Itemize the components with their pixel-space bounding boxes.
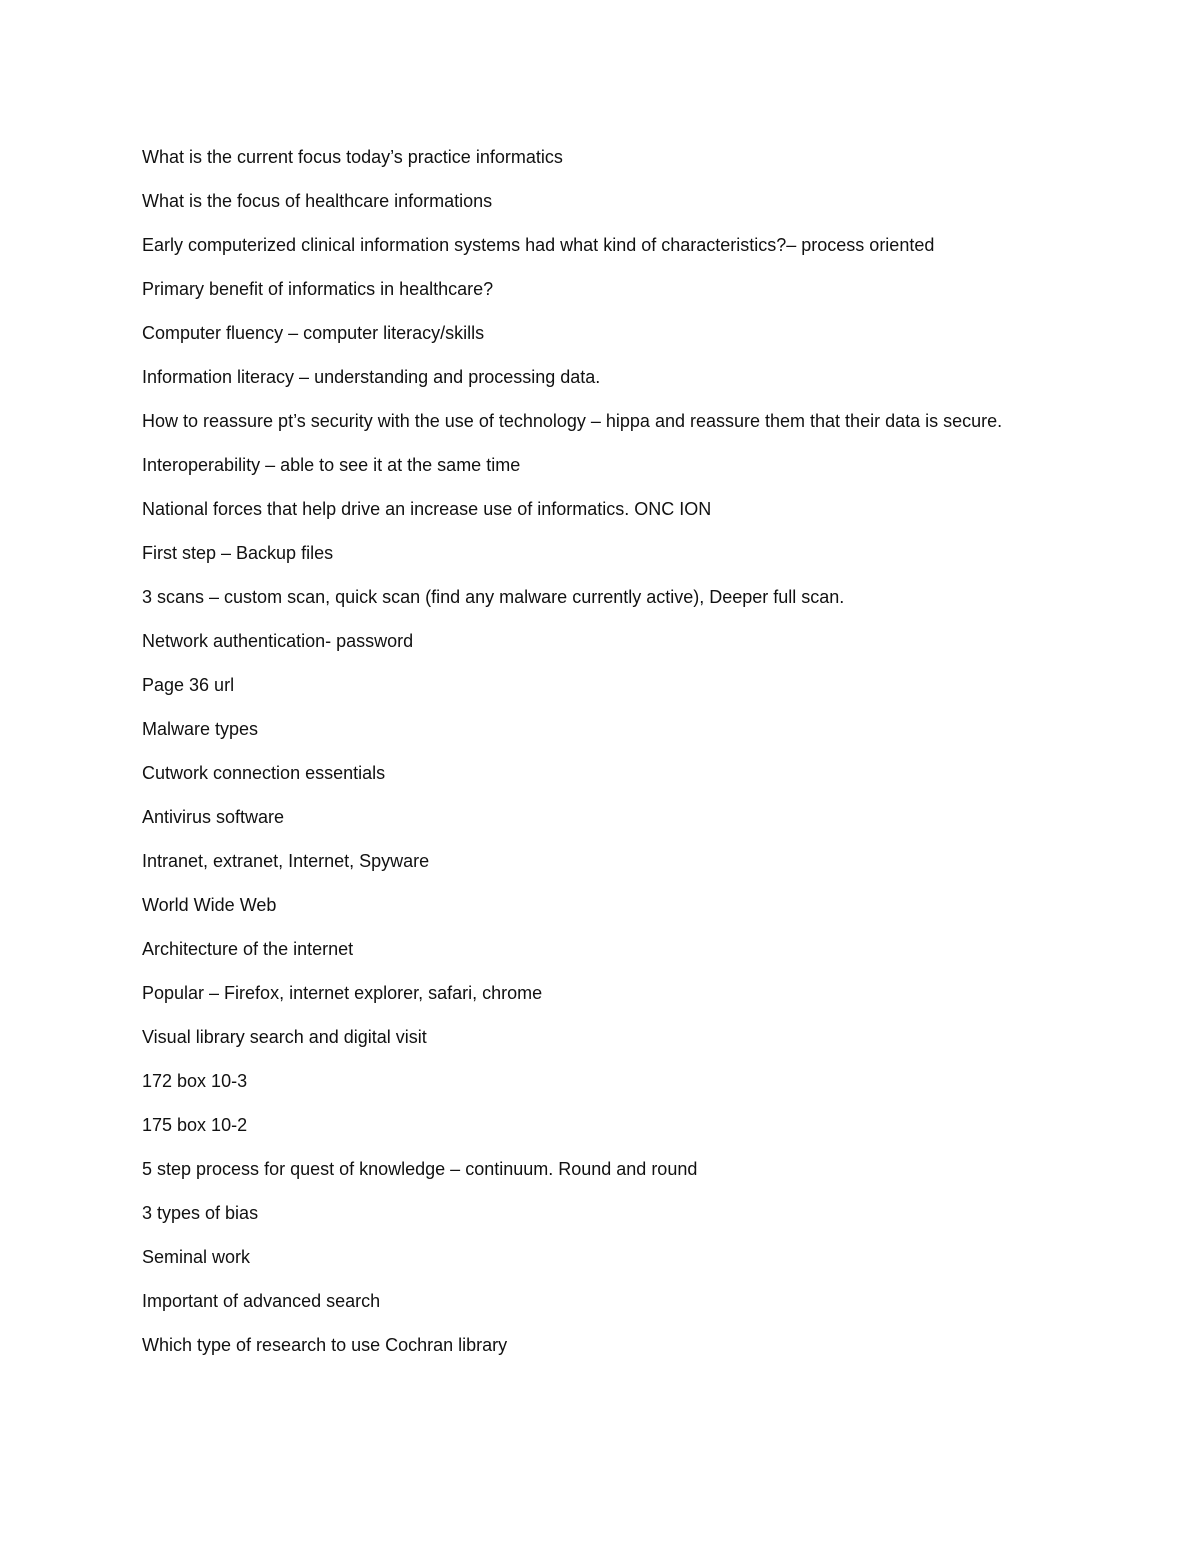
note-line: National forces that help drive an increase use of informatics. ONC ION bbox=[142, 499, 712, 519]
note-line: First step – Backup files bbox=[142, 543, 334, 563]
note-line: Antivirus software bbox=[142, 807, 285, 827]
note-line: Early computerized clinical information systems had what kind of characteristics?– process oriented bbox=[142, 235, 935, 255]
note-line: Which type of research to use Cochran library bbox=[142, 1335, 508, 1355]
note-line: Interoperability – able to see it at the same time bbox=[142, 455, 521, 475]
note-line: What is the focus of healthcare informations bbox=[142, 191, 493, 211]
note-line: Network authentication- password bbox=[142, 631, 414, 651]
note-line: Popular – Firefox, internet explorer, safari, chrome bbox=[142, 983, 543, 1003]
note-line: 3 scans – custom scan, quick scan (find any malware currently active), Deeper full scan. bbox=[142, 587, 845, 607]
note-line: 172 box 10-3 bbox=[142, 1071, 248, 1091]
note-line: Malware types bbox=[142, 719, 259, 739]
note-line: Cutwork connection essentials bbox=[142, 763, 386, 783]
document-body bbox=[142, 142, 1042, 1374]
note-line: How to reassure pt’s security with the use of technology – hippa and reassure them that their data is secure. bbox=[142, 411, 1003, 431]
note-line: Architecture of the internet bbox=[142, 939, 354, 959]
note-line: Visual library search and digital visit bbox=[142, 1027, 427, 1047]
note-line: Page 36 url bbox=[142, 675, 235, 695]
note-line: What is the current focus today’s practice informatics bbox=[142, 147, 563, 167]
note-line: 5 step process for quest of knowledge – continuum. Round and round bbox=[142, 1159, 698, 1179]
note-line: Seminal work bbox=[142, 1247, 251, 1267]
note-line: 175 box 10-2 bbox=[142, 1115, 248, 1135]
note-line: World Wide Web bbox=[142, 895, 277, 915]
note-line: Intranet, extranet, Internet, Spyware bbox=[142, 851, 430, 871]
note-line: Information literacy – understanding and processing data. bbox=[142, 367, 601, 387]
note-line: Primary benefit of informatics in healthcare? bbox=[142, 279, 494, 299]
note-line: 3 types of bias bbox=[142, 1203, 259, 1223]
note-line: Computer fluency – computer literacy/skills bbox=[142, 323, 485, 343]
note-line: Important of advanced search bbox=[142, 1291, 381, 1311]
